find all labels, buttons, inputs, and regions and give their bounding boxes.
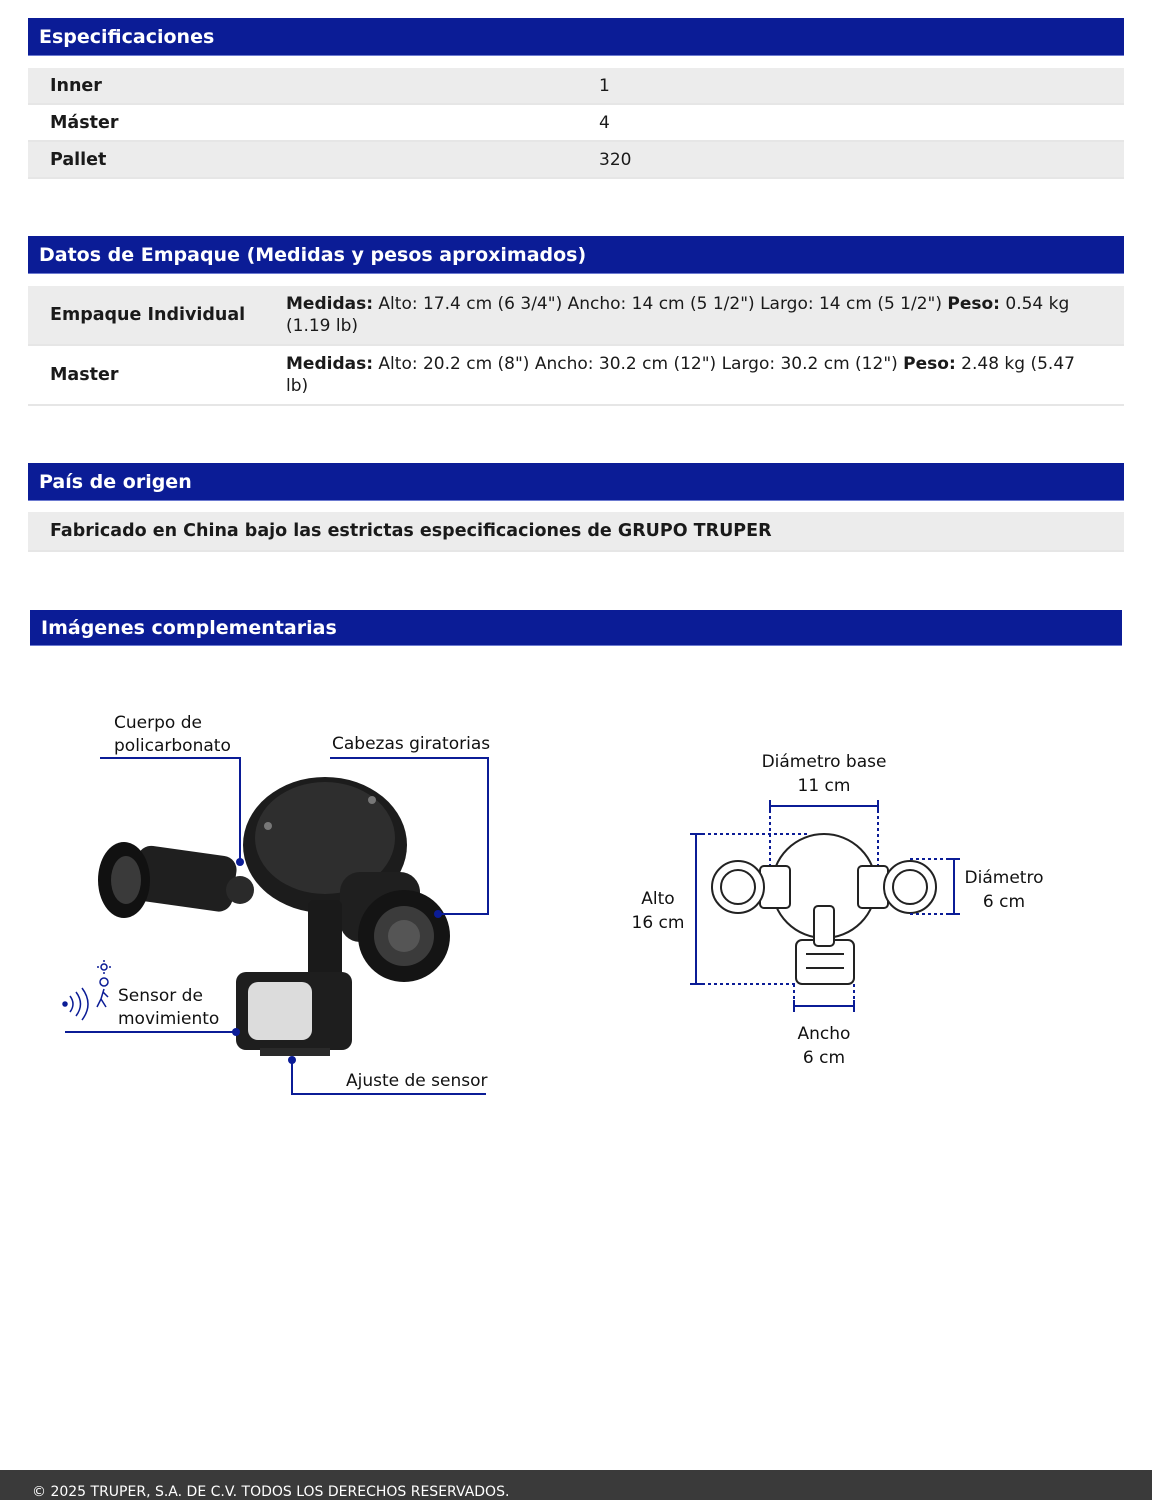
label-diameter: Diámetro bbox=[964, 868, 1044, 888]
packaging-label: Master bbox=[50, 365, 119, 385]
origin-text: Fabricado en China bajo las estrictas especificaciones de GRUPO TRUPER bbox=[50, 521, 772, 541]
origin-table bbox=[28, 512, 1124, 552]
spec-label: Pallet bbox=[50, 149, 107, 170]
table-row bbox=[28, 105, 1124, 142]
measures-label: Medidas: bbox=[286, 294, 374, 314]
right-lamp-head bbox=[340, 872, 450, 982]
product-features-diagram bbox=[40, 680, 510, 1110]
weight-label: Peso: bbox=[903, 354, 956, 374]
label-sensor-line1: Sensor de bbox=[118, 986, 203, 1006]
sensor-lens bbox=[248, 982, 312, 1040]
label-width: Ancho bbox=[797, 1024, 851, 1044]
packaging-value bbox=[286, 293, 1086, 337]
packaging-value bbox=[286, 353, 1086, 397]
packaging-table bbox=[28, 286, 1124, 406]
weight-label: Peso: bbox=[947, 294, 1000, 314]
sensor-stem bbox=[308, 900, 342, 980]
left-lamp-head bbox=[98, 842, 254, 918]
table-row bbox=[28, 142, 1124, 179]
specs-table bbox=[28, 68, 1124, 179]
copyright-text: © 2025 TRUPER, S.A. DE C.V. TODOS LOS DERECHOS RESERVADOS. bbox=[32, 1484, 510, 1500]
footer bbox=[0, 1470, 1152, 1500]
label-base-diameter: Diámetro base bbox=[761, 752, 887, 772]
measures-value: Alto: 17.4 cm (6 3/4") Ancho: 14 cm (5 1/2") Largo: 14 cm (5 1/2") bbox=[373, 294, 948, 314]
label-body-line1: Cuerpo de bbox=[114, 713, 202, 733]
packaging-label: Empaque Individual bbox=[50, 305, 246, 325]
screw-icon bbox=[368, 796, 376, 804]
fixture-outline bbox=[712, 834, 936, 984]
weight-value: 2.48 kg (5.47 lb) bbox=[286, 354, 1075, 396]
spec-value: 1 bbox=[599, 75, 610, 96]
label-width-value: 6 cm bbox=[802, 1048, 846, 1068]
packaging-section-title: Datos de Empaque (Medidas y pesos aproximados) bbox=[28, 236, 1124, 274]
label-body-line2: policarbonato bbox=[114, 736, 231, 756]
images-section-title: Imágenes complementarias bbox=[30, 610, 1122, 646]
label-height: Alto bbox=[641, 889, 675, 909]
weight-value: 0.54 kg (1.19 lb) bbox=[286, 294, 1070, 336]
spec-value: 4 bbox=[599, 112, 610, 133]
origin-section-title: País de origen bbox=[28, 463, 1124, 501]
table-row bbox=[28, 286, 1124, 346]
sensor-adjust-base bbox=[260, 1048, 330, 1056]
table-row bbox=[28, 346, 1124, 406]
label-height-value: 16 cm bbox=[631, 913, 685, 933]
screw-icon bbox=[264, 822, 272, 830]
motion-sensor-icon bbox=[63, 960, 111, 1020]
measures-label: Medidas: bbox=[286, 354, 374, 374]
table-row bbox=[28, 68, 1124, 105]
table-row bbox=[28, 512, 1124, 552]
label-base-diameter-value: 11 cm bbox=[797, 776, 851, 796]
spec-label: Inner bbox=[50, 75, 102, 96]
measures-value: Alto: 20.2 cm (8") Ancho: 30.2 cm (12") Largo: 30.2 cm (12") bbox=[373, 354, 904, 374]
dimensions-diagram bbox=[610, 740, 1060, 1080]
label-diameter-value: 6 cm bbox=[982, 892, 1026, 912]
spec-value: 320 bbox=[599, 149, 632, 170]
label-sensor-line2: movimiento bbox=[118, 1009, 220, 1029]
label-heads: Cabezas giratorias bbox=[332, 734, 491, 754]
label-adjust: Ajuste de sensor bbox=[346, 1071, 488, 1091]
specs-section-title: Especificaciones bbox=[28, 18, 1124, 56]
spec-label: Máster bbox=[50, 112, 119, 133]
